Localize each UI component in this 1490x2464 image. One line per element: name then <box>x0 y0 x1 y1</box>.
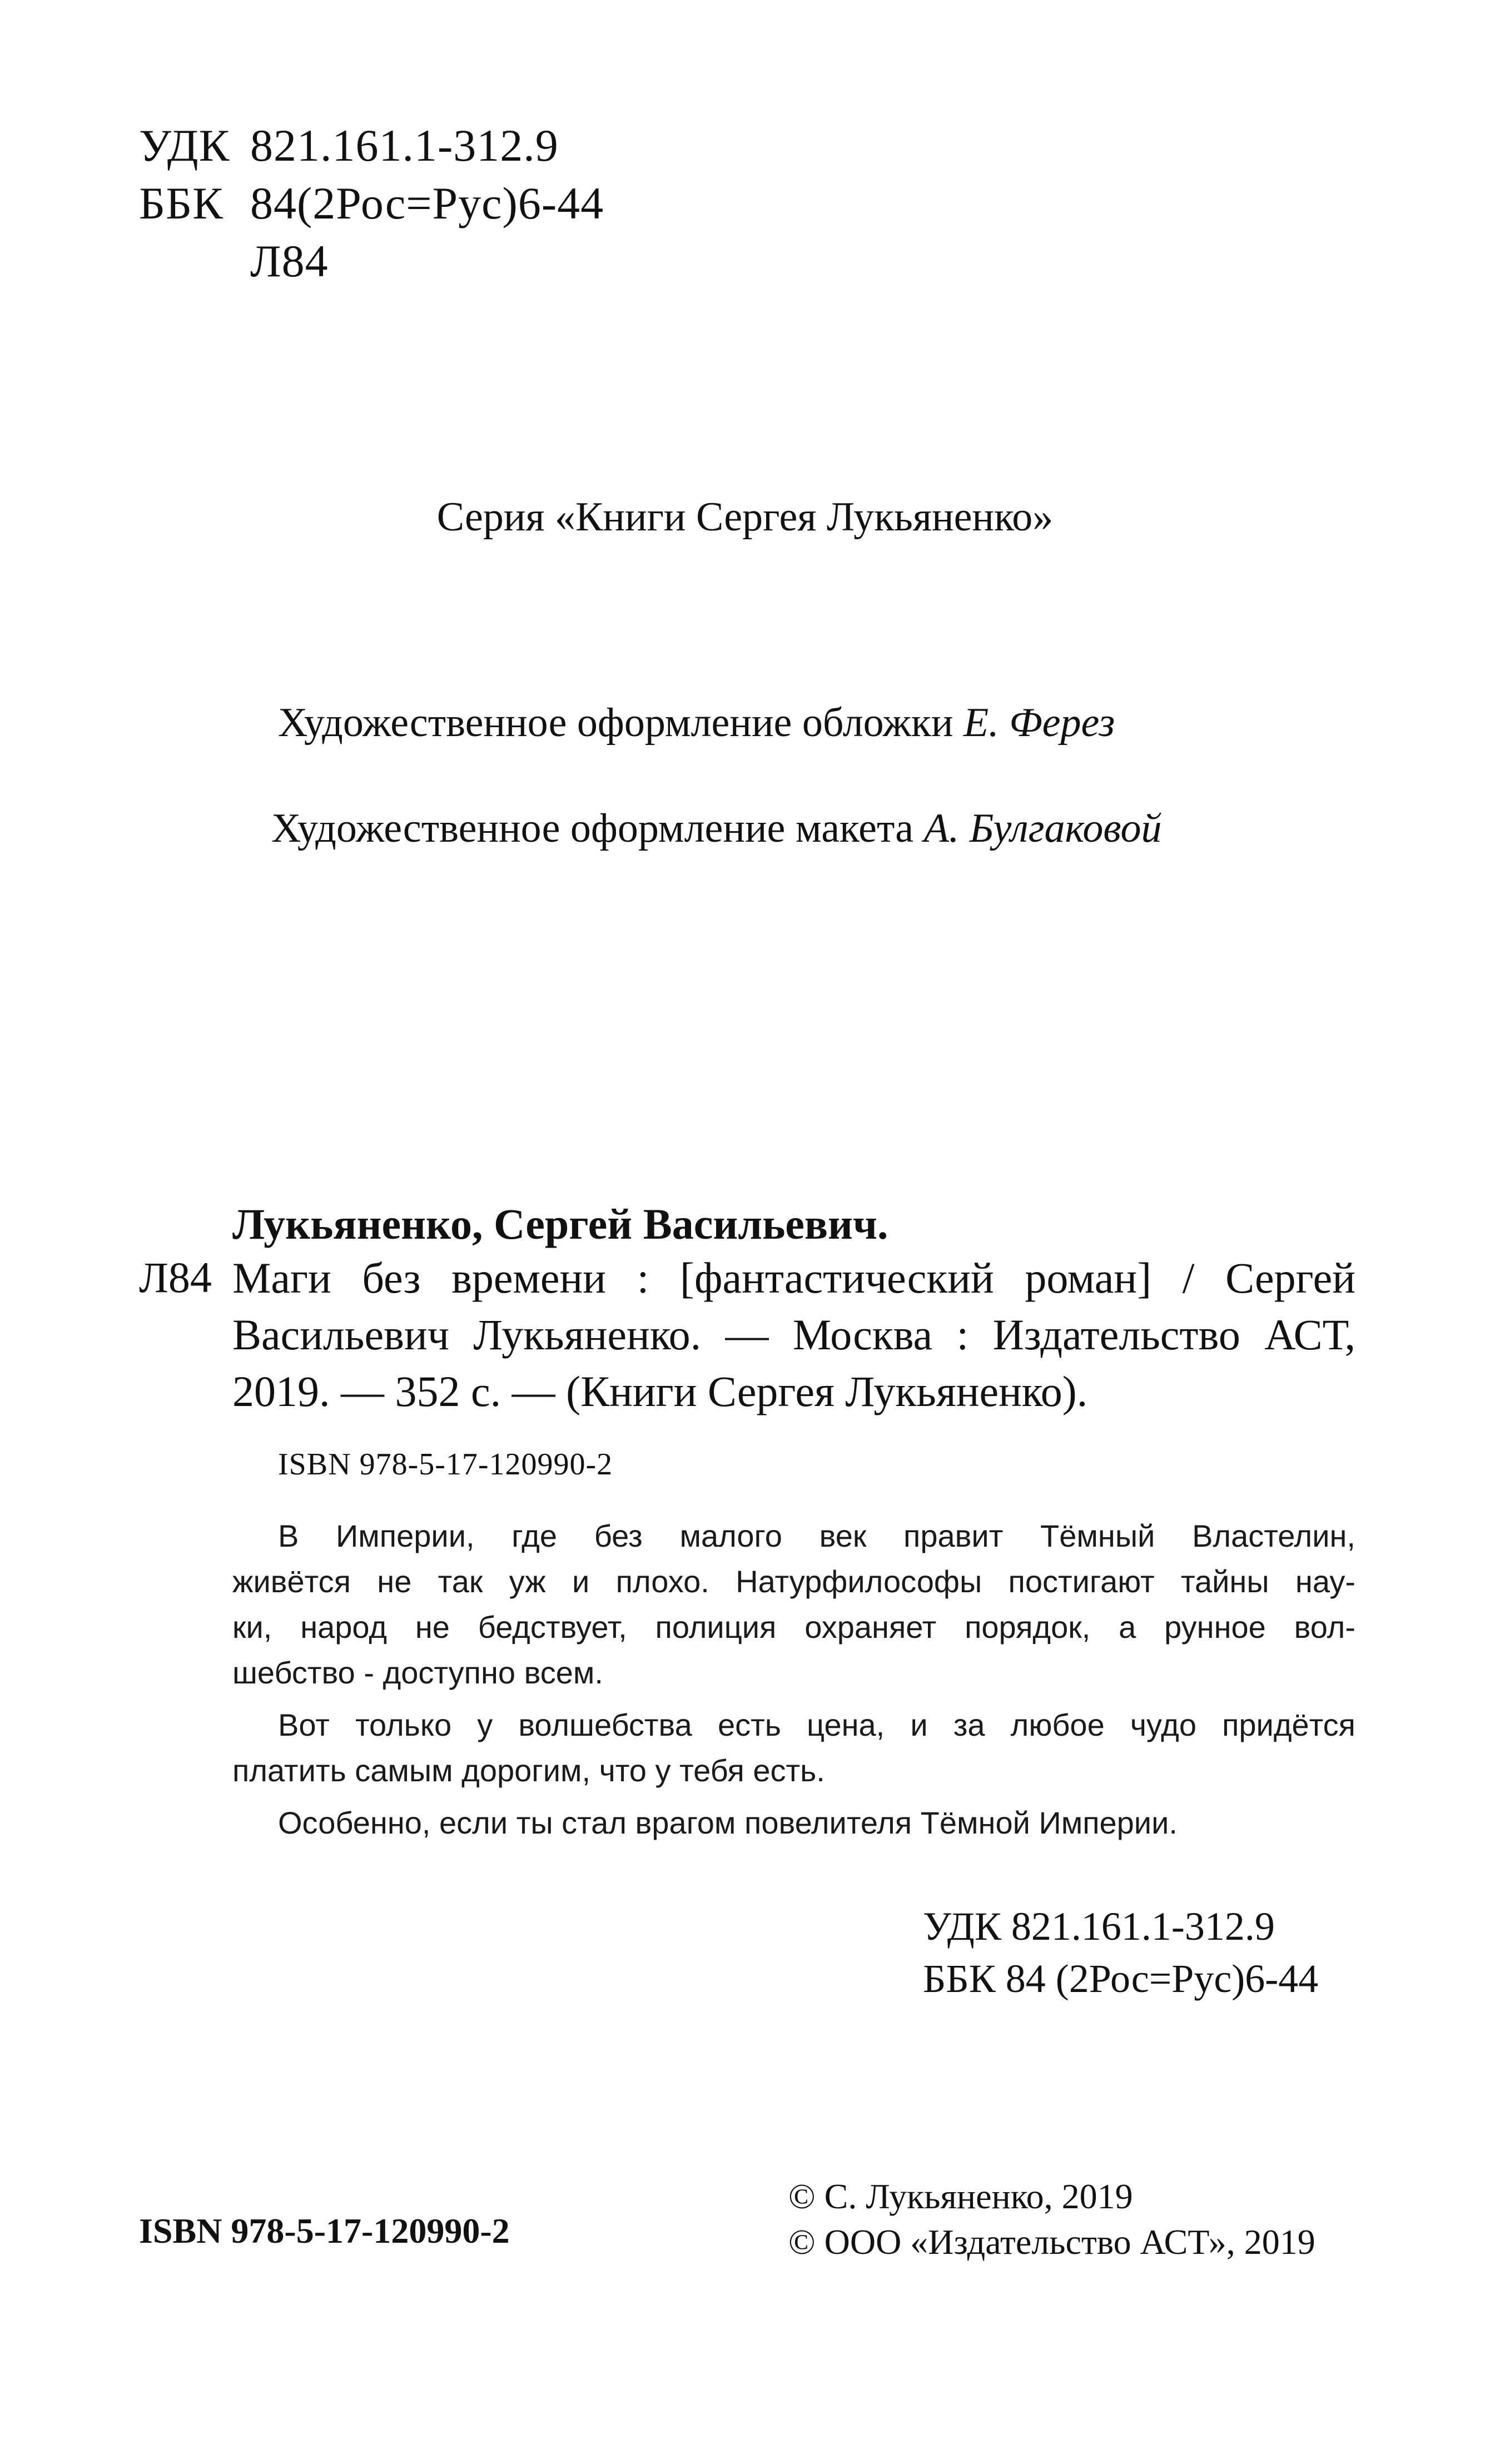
catalog-code: Л84 <box>139 1253 212 1301</box>
isbn-bottom: ISBN 978-5-17-120990-2 <box>139 2211 510 2251</box>
author-sign: Л84 <box>250 236 329 286</box>
copyright-publisher: © ООО «Издательство АСТ», 2019 <box>788 2222 1315 2262</box>
catalog-description <box>232 1250 1355 1420</box>
author-sign-row <box>139 232 604 290</box>
catalog-line-2: Васильевич Лукьяненко. — Москва : Издательство АСТ, <box>232 1310 1355 1359</box>
annotation-line: живётся не так уж и плохо. Натурфилософы постигают тайны нау- <box>232 1564 1355 1599</box>
cover-design-label: Художественное оформление обложки <box>278 700 953 746</box>
series-line: Серия «Книги Сергея Лукьяненко» <box>436 494 1054 540</box>
udk-row <box>139 117 604 175</box>
bbk-key: ББК <box>139 178 224 228</box>
layout-designer-name: А. Булгаковой <box>923 806 1162 851</box>
bbk-value: 84(2Рос=Рус)6-44 <box>250 178 604 228</box>
layout-design-label: Художественное оформление макета <box>271 806 914 851</box>
annotation-paragraph-2 <box>232 1702 1355 1794</box>
udk-value: 821.161.1-312.9 <box>250 120 559 171</box>
catalog-line-3: 2019. — 352 с. — (Книги Сергея Лукьяненко). <box>232 1367 1088 1415</box>
annotation-paragraph-3 <box>232 1800 1355 1846</box>
annotation-line: ки, народ не бедствует, полиция охраняет порядок, а рунное вол- <box>232 1609 1355 1645</box>
annotation-line: Особенно, если ты стал врагом повелителя Тёмной Империи. <box>278 1805 1178 1840</box>
classification-top <box>139 117 604 290</box>
catalog-line-1: Маги без времени : [фантастический роман] / Сергей <box>232 1254 1355 1302</box>
annotation-line: Вот только у волшебства есть цена, и за любое чудо придётся <box>278 1707 1355 1742</box>
copyright-block <box>788 2174 1315 2265</box>
classification-bottom <box>923 1900 1318 2005</box>
cover-design-credit <box>278 696 1115 749</box>
udk-key: УДК <box>139 120 230 171</box>
copyright-author: © С. Лукьяненко, 2019 <box>788 2177 1133 2216</box>
catalog-author: Лукьяненко, Сергей Васильевич. <box>232 1200 888 1248</box>
annotation-line: шебство - доступно всем. <box>232 1655 603 1690</box>
annotation-paragraph-1 <box>232 1513 1355 1696</box>
annotation-line: В Империи, где без малого век правит Тёмный Властелин, <box>278 1518 1355 1553</box>
annotation <box>232 1513 1355 1846</box>
annotation-line: платить самым дорогим, что у тебя есть. <box>232 1753 825 1788</box>
bottom-bbk: ББК 84 (2Рос=Рус)6-44 <box>923 1956 1319 2001</box>
bottom-udk: УДК 821.161.1-312.9 <box>923 1904 1275 1949</box>
layout-design-credit <box>271 802 1161 855</box>
bbk-row <box>139 175 604 232</box>
cover-designer-name: Е. Ферез <box>963 700 1115 746</box>
catalog-isbn: ISBN 978-5-17-120990-2 <box>278 1447 613 1482</box>
